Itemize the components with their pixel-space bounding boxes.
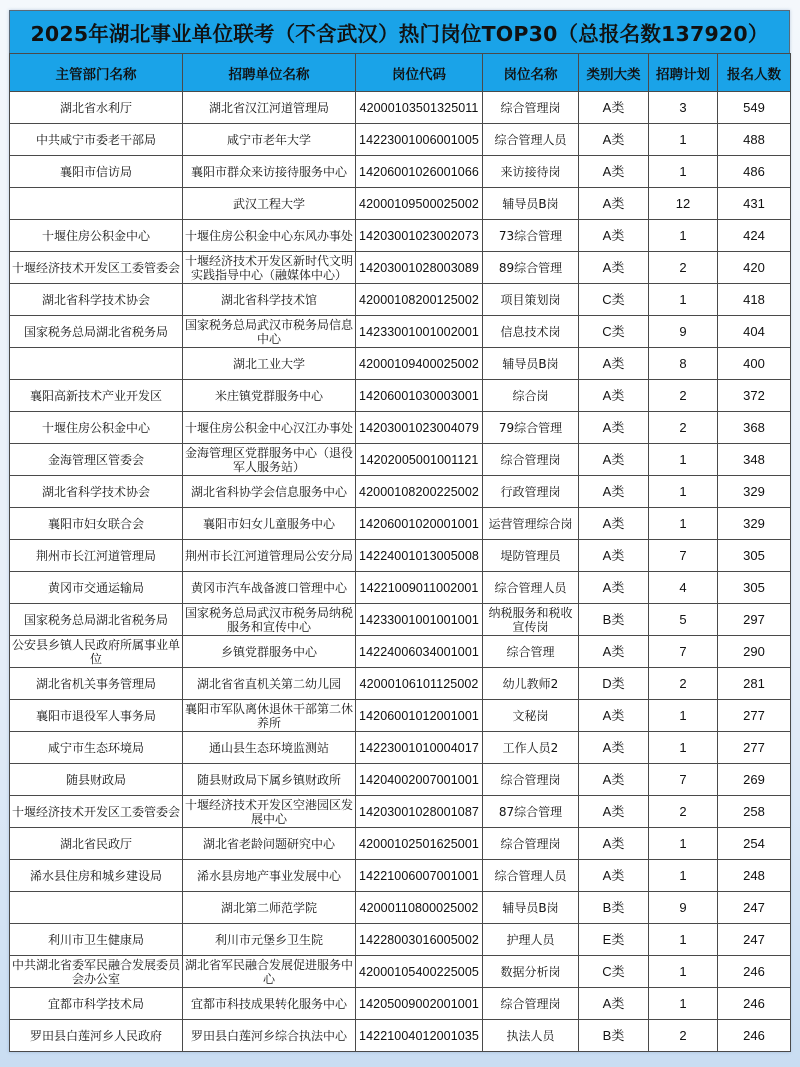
cell-code: 42000105400225005 (356, 956, 483, 988)
table-row (10, 220, 791, 252)
cell-code: 14206001026001066 (356, 156, 483, 188)
cell-code: 42000109500025002 (356, 188, 483, 220)
cell-unit: 湖北第二师范学院 (183, 892, 356, 924)
cell-unit: 国家税务总局武汉市税务局纳税服务和宣传中心 (183, 604, 356, 636)
cell-plan: 1 (649, 476, 718, 508)
cell-applicants: 549 (718, 92, 791, 124)
cell-code: 14206001020001001 (356, 508, 483, 540)
cell-plan: 1 (649, 156, 718, 188)
cell-dept: 襄阳市信访局 (10, 156, 183, 188)
cell-plan: 1 (649, 220, 718, 252)
cell-code: 14202005001001121 (356, 444, 483, 476)
cell-unit: 湖北省汉江河道管理局 (183, 92, 356, 124)
cell-applicants: 277 (718, 700, 791, 732)
cell-post: 综合管理岗 (483, 764, 579, 796)
cell-plan: 2 (649, 796, 718, 828)
cell-applicants: 305 (718, 572, 791, 604)
cell-code: 42000108200225002 (356, 476, 483, 508)
col-header-dept: 主管部门名称 (10, 54, 183, 92)
cell-dept: 湖北省民政厅 (10, 828, 183, 860)
cell-category: B类 (579, 604, 649, 636)
cell-code: 14221004012001035 (356, 1020, 483, 1052)
table-row (10, 828, 791, 860)
cell-applicants: 258 (718, 796, 791, 828)
cell-unit: 浠水县房地产事业发展中心 (183, 860, 356, 892)
cell-unit: 襄阳市群众来访接待服务中心 (183, 156, 356, 188)
cell-post: 执法人员 (483, 1020, 579, 1052)
cell-category: B类 (579, 1020, 649, 1052)
cell-plan: 5 (649, 604, 718, 636)
table-row (10, 252, 791, 284)
cell-dept: 咸宁市生态环境局 (10, 732, 183, 764)
cell-dept: 湖北省科学技术协会 (10, 476, 183, 508)
cell-plan: 4 (649, 572, 718, 604)
cell-applicants: 400 (718, 348, 791, 380)
cell-plan: 1 (649, 284, 718, 316)
cell-category: A类 (579, 348, 649, 380)
cell-unit: 十堰住房公积金中心汉江办事处 (183, 412, 356, 444)
cell-unit: 咸宁市老年大学 (183, 124, 356, 156)
cell-post: 运营管理综合岗 (483, 508, 579, 540)
cell-category: A类 (579, 220, 649, 252)
cell-unit: 随县财政局下属乡镇财政所 (183, 764, 356, 796)
cell-applicants: 329 (718, 508, 791, 540)
cell-category: A类 (579, 380, 649, 412)
cell-plan: 1 (649, 924, 718, 956)
cell-dept: 荆州市长江河道管理局 (10, 540, 183, 572)
cell-post: 89综合管理 (483, 252, 579, 284)
cell-post: 信息技术岗 (483, 316, 579, 348)
table-row (10, 988, 791, 1020)
cell-plan: 1 (649, 860, 718, 892)
table-row (10, 124, 791, 156)
cell-unit: 湖北省军民融合发展促进服务中心 (183, 956, 356, 988)
cell-code: 42000109400025002 (356, 348, 483, 380)
cell-post: 纳税服务和税收宣传岗 (483, 604, 579, 636)
cell-code: 14203001028003089 (356, 252, 483, 284)
table-row (10, 444, 791, 476)
cell-code: 14221006007001001 (356, 860, 483, 892)
col-header-unit: 招聘单位名称 (183, 54, 356, 92)
cell-unit: 宜都市科技成果转化服务中心 (183, 988, 356, 1020)
cell-applicants: 246 (718, 988, 791, 1020)
cell-post: 来访接待岗 (483, 156, 579, 188)
cell-category: C类 (579, 956, 649, 988)
cell-unit: 罗田县白莲河乡综合执法中心 (183, 1020, 356, 1052)
cell-unit: 国家税务总局武汉市税务局信息中心 (183, 316, 356, 348)
cell-dept: 中共湖北省委军民融合发展委员会办公室 (10, 956, 183, 988)
cell-post: 综合管理岗 (483, 444, 579, 476)
cell-applicants: 372 (718, 380, 791, 412)
cell-category: D类 (579, 668, 649, 700)
cell-post: 文秘岗 (483, 700, 579, 732)
col-header-code: 岗位代码 (356, 54, 483, 92)
cell-category: A类 (579, 572, 649, 604)
table-row (10, 732, 791, 764)
cell-code: 14206001012001001 (356, 700, 483, 732)
cell-applicants: 486 (718, 156, 791, 188)
cell-dept: 宜都市科学技术局 (10, 988, 183, 1020)
cell-code: 42000103501325011 (356, 92, 483, 124)
cell-post: 87综合管理 (483, 796, 579, 828)
cell-post: 综合管理人员 (483, 860, 579, 892)
table-body (10, 92, 791, 1052)
table-row (10, 412, 791, 444)
cell-unit: 襄阳市妇女儿童服务中心 (183, 508, 356, 540)
cell-dept: 襄阳高新技术产业开发区 (10, 380, 183, 412)
cell-applicants: 424 (718, 220, 791, 252)
cell-plan: 9 (649, 316, 718, 348)
cell-plan: 7 (649, 764, 718, 796)
cell-category: A类 (579, 252, 649, 284)
cell-applicants: 348 (718, 444, 791, 476)
cell-category: A类 (579, 476, 649, 508)
table-row (10, 1020, 791, 1052)
cell-post: 工作人员2 (483, 732, 579, 764)
table-row (10, 476, 791, 508)
cell-dept (10, 188, 183, 220)
col-header-plan: 招聘计划 (649, 54, 718, 92)
cell-post: 幼儿教师2 (483, 668, 579, 700)
cell-applicants: 281 (718, 668, 791, 700)
cell-dept (10, 892, 183, 924)
cell-code: 14223001006001005 (356, 124, 483, 156)
cell-post: 综合管理岗 (483, 92, 579, 124)
cell-applicants: 277 (718, 732, 791, 764)
cell-category: A类 (579, 796, 649, 828)
cell-category: E类 (579, 924, 649, 956)
cell-applicants: 247 (718, 924, 791, 956)
cell-category: A类 (579, 828, 649, 860)
table-row (10, 188, 791, 220)
cell-code: 14221009011002001 (356, 572, 483, 604)
cell-plan: 1 (649, 700, 718, 732)
cell-code: 14224001013005008 (356, 540, 483, 572)
cell-applicants: 290 (718, 636, 791, 668)
cell-post: 综合管理岗 (483, 988, 579, 1020)
cell-post: 79综合管理 (483, 412, 579, 444)
cell-category: C类 (579, 284, 649, 316)
cell-unit: 襄阳市军队离休退休干部第二休养所 (183, 700, 356, 732)
cell-code: 14203001023002073 (356, 220, 483, 252)
table-row (10, 956, 791, 988)
cell-dept: 湖北省科学技术协会 (10, 284, 183, 316)
cell-category: A类 (579, 124, 649, 156)
table-row (10, 860, 791, 892)
cell-category: A类 (579, 764, 649, 796)
cell-dept: 金海管理区管委会 (10, 444, 183, 476)
cell-dept: 国家税务总局湖北省税务局 (10, 604, 183, 636)
table-row (10, 572, 791, 604)
table-row (10, 764, 791, 796)
cell-code: 14228003016005002 (356, 924, 483, 956)
cell-plan: 1 (649, 956, 718, 988)
cell-applicants: 246 (718, 1020, 791, 1052)
table-row (10, 348, 791, 380)
cell-code: 14203001028001087 (356, 796, 483, 828)
cell-dept: 公安县乡镇人民政府所属事业单位 (10, 636, 183, 668)
cell-plan: 7 (649, 636, 718, 668)
header-row (10, 54, 791, 92)
cell-applicants: 420 (718, 252, 791, 284)
cell-applicants: 297 (718, 604, 791, 636)
cell-post: 辅导员B岗 (483, 892, 579, 924)
cell-unit: 荆州市长江河道管理局公安分局 (183, 540, 356, 572)
table-row (10, 700, 791, 732)
cell-category: A类 (579, 188, 649, 220)
cell-applicants: 254 (718, 828, 791, 860)
cell-dept: 浠水县住房和城乡建设局 (10, 860, 183, 892)
table-row (10, 668, 791, 700)
cell-dept: 十堰经济技术开发区工委管委会 (10, 252, 183, 284)
cell-dept: 十堰住房公积金中心 (10, 412, 183, 444)
cell-code: 14205009002001001 (356, 988, 483, 1020)
cell-plan: 12 (649, 188, 718, 220)
cell-category: A类 (579, 508, 649, 540)
table-row (10, 540, 791, 572)
cell-unit: 十堰经济技术开发区新时代文明实践指导中心（融媒体中心） (183, 252, 356, 284)
cell-dept: 湖北省水利厅 (10, 92, 183, 124)
cell-plan: 1 (649, 732, 718, 764)
table-row (10, 924, 791, 956)
table-row (10, 796, 791, 828)
cell-unit: 十堰经济技术开发区空港园区发展中心 (183, 796, 356, 828)
cell-post: 护理人员 (483, 924, 579, 956)
cell-unit: 武汉工程大学 (183, 188, 356, 220)
cell-applicants: 247 (718, 892, 791, 924)
cell-post: 辅导员B岗 (483, 188, 579, 220)
table-row (10, 156, 791, 188)
cell-dept: 罗田县白莲河乡人民政府 (10, 1020, 183, 1052)
cell-plan: 9 (649, 892, 718, 924)
cell-unit: 湖北省省直机关第二幼儿园 (183, 668, 356, 700)
cell-post: 综合管理人员 (483, 572, 579, 604)
table-row (10, 636, 791, 668)
cell-post: 综合管理岗 (483, 828, 579, 860)
cell-category: B类 (579, 892, 649, 924)
col-header-applicants: 报名人数 (718, 54, 791, 92)
cell-post: 堤防管理员 (483, 540, 579, 572)
cell-category: A类 (579, 700, 649, 732)
cell-code: 42000108200125002 (356, 284, 483, 316)
cell-category: A类 (579, 444, 649, 476)
cell-applicants: 404 (718, 316, 791, 348)
cell-category: A类 (579, 92, 649, 124)
table-row (10, 316, 791, 348)
cell-unit: 湖北省科协学会信息服务中心 (183, 476, 356, 508)
cell-applicants: 305 (718, 540, 791, 572)
cell-applicants: 368 (718, 412, 791, 444)
cell-dept: 襄阳市妇女联合会 (10, 508, 183, 540)
cell-code: 14203001023004079 (356, 412, 483, 444)
cell-plan: 8 (649, 348, 718, 380)
cell-category: A类 (579, 412, 649, 444)
cell-applicants: 246 (718, 956, 791, 988)
cell-category: C类 (579, 316, 649, 348)
cell-plan: 1 (649, 988, 718, 1020)
cell-unit: 湖北省科学技术馆 (183, 284, 356, 316)
cell-dept: 黄冈市交通运输局 (10, 572, 183, 604)
cell-category: A类 (579, 636, 649, 668)
cell-code: 14224006034001001 (356, 636, 483, 668)
cell-applicants: 418 (718, 284, 791, 316)
cell-plan: 3 (649, 92, 718, 124)
cell-category: A类 (579, 732, 649, 764)
cell-unit: 湖北省老龄问题研究中心 (183, 828, 356, 860)
cell-applicants: 269 (718, 764, 791, 796)
cell-post: 数据分析岗 (483, 956, 579, 988)
cell-unit: 米庄镇党群服务中心 (183, 380, 356, 412)
table-row (10, 508, 791, 540)
cell-code: 42000106101125002 (356, 668, 483, 700)
cell-post: 73综合管理 (483, 220, 579, 252)
cell-code: 42000110800025002 (356, 892, 483, 924)
cell-code: 14223001010004017 (356, 732, 483, 764)
cell-plan: 2 (649, 668, 718, 700)
cell-applicants: 431 (718, 188, 791, 220)
cell-post: 行政管理岗 (483, 476, 579, 508)
table-row (10, 92, 791, 124)
cell-dept: 襄阳市退役军人事务局 (10, 700, 183, 732)
cell-plan: 7 (649, 540, 718, 572)
cell-dept: 国家税务总局湖北省税务局 (10, 316, 183, 348)
cell-plan: 2 (649, 412, 718, 444)
cell-unit: 黄冈市汽车战备渡口管理中心 (183, 572, 356, 604)
cell-dept (10, 348, 183, 380)
cell-dept: 中共咸宁市委老干部局 (10, 124, 183, 156)
cell-plan: 2 (649, 380, 718, 412)
table-row (10, 604, 791, 636)
table-row (10, 892, 791, 924)
cell-dept: 十堰经济技术开发区工委管委会 (10, 796, 183, 828)
cell-code: 42000102501625001 (356, 828, 483, 860)
col-header-category: 类别大类 (579, 54, 649, 92)
cell-applicants: 488 (718, 124, 791, 156)
cell-applicants: 329 (718, 476, 791, 508)
cell-unit: 金海管理区党群服务中心（退役军人服务站） (183, 444, 356, 476)
cell-unit: 十堰住房公积金中心东风办事处 (183, 220, 356, 252)
cell-dept: 随县财政局 (10, 764, 183, 796)
cell-code: 14204002007001001 (356, 764, 483, 796)
cell-plan: 1 (649, 444, 718, 476)
cell-post: 辅导员B岗 (483, 348, 579, 380)
cell-category: A类 (579, 156, 649, 188)
cell-unit: 乡镇党群服务中心 (183, 636, 356, 668)
cell-code: 14206001030003001 (356, 380, 483, 412)
table-row (10, 284, 791, 316)
cell-plan: 1 (649, 828, 718, 860)
table-title: 2025年湖北事业单位联考（不含武汉）热门岗位TOP30（总报名数137920） (9, 10, 790, 53)
cell-post: 综合管理 (483, 636, 579, 668)
cell-plan: 1 (649, 508, 718, 540)
cell-dept: 十堰住房公积金中心 (10, 220, 183, 252)
cell-code: 14233001001001001 (356, 604, 483, 636)
col-header-post: 岗位名称 (483, 54, 579, 92)
cell-post: 项目策划岗 (483, 284, 579, 316)
cell-plan: 2 (649, 252, 718, 284)
table-row (10, 380, 791, 412)
positions-table (9, 53, 791, 1052)
cell-category: A类 (579, 860, 649, 892)
cell-category: A类 (579, 540, 649, 572)
cell-plan: 1 (649, 124, 718, 156)
cell-unit: 利川市元堡乡卫生院 (183, 924, 356, 956)
cell-dept: 利川市卫生健康局 (10, 924, 183, 956)
cell-unit: 通山县生态环境监测站 (183, 732, 356, 764)
cell-dept: 湖北省机关事务管理局 (10, 668, 183, 700)
cell-code: 14233001001002001 (356, 316, 483, 348)
cell-post: 综合岗 (483, 380, 579, 412)
cell-plan: 2 (649, 1020, 718, 1052)
cell-category: A类 (579, 988, 649, 1020)
cell-unit: 湖北工业大学 (183, 348, 356, 380)
cell-post: 综合管理人员 (483, 124, 579, 156)
ranking-sheet (9, 10, 790, 1052)
cell-applicants: 248 (718, 860, 791, 892)
